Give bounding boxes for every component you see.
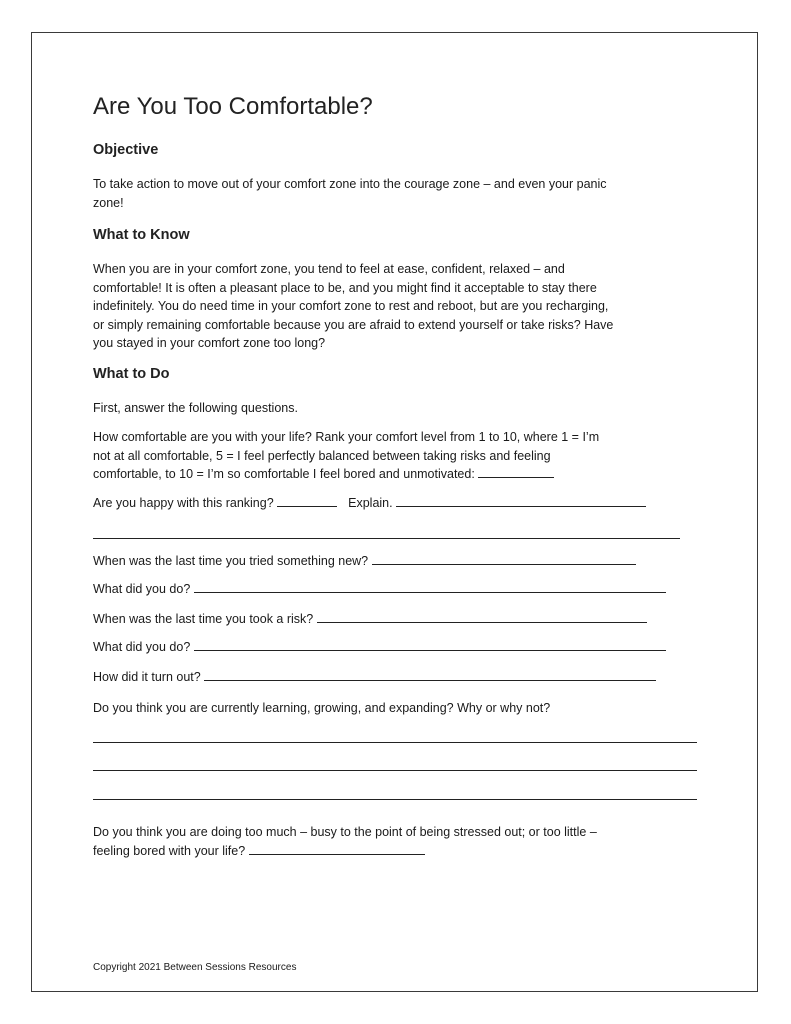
last-new-answer-blank[interactable] [372,552,636,565]
rank-line-text: comfortable, to 10 = I’m so comfortable I feel bored and unmotivated: [93,467,475,481]
too-much-question [93,823,693,860]
too-much-line-1: Do you think you are doing too much – busy to the point of being stressed out; or too little – [93,825,597,839]
happy-answer-blank[interactable] [277,494,337,507]
explain-label: Explain. [348,496,393,510]
too-much-line-2: feeling bored with your life? [93,843,246,858]
happy-question-row [93,494,646,512]
turn-out-row [93,668,656,686]
page-title: Are You Too Comfortable? [93,93,373,120]
last-risk-answer-blank[interactable] [317,610,647,623]
copyright-footer: Copyright 2021 Between Sessions Resources [93,962,297,973]
learning-question: Do you think you are currently learning, growing, and expanding? Why or why not? [93,701,551,715]
happy-question: Are you happy with this ranking? [93,496,274,510]
rank-question [93,428,693,484]
learning-answer-line-3[interactable] [93,799,697,800]
what-did-question-2: What did you do? [93,640,191,654]
what-did-row-2 [93,638,666,656]
rank-line: How comfortable are you with your life? Rank your comfort level from 1 to 10, where 1 = I’m [93,430,600,444]
what-to-do-heading: What to Do [93,366,170,382]
know-line: indefinitely. You do need time in your comfort zone to rest and reboot, but are you recharging, [93,299,609,313]
last-new-row [93,552,636,570]
objective-line-1: To take action to move out of your comfort zone into the courage zone – and even your panic [93,177,607,191]
what-did-row-1 [93,580,666,598]
last-risk-question: When was the last time you took a risk? [93,612,314,626]
turn-out-question: How did it turn out? [93,670,201,684]
rank-line-last [93,465,693,484]
what-to-know-text [93,260,693,353]
what-to-do-intro: First, answer the following questions. [93,401,298,415]
too-much-answer-blank[interactable] [249,842,425,855]
objective-heading: Objective [93,142,159,158]
what-to-know-heading: What to Know [93,227,190,243]
what-did-question-1: What did you do? [93,582,191,596]
learning-answer-line-1[interactable] [93,742,697,743]
rank-answer-blank[interactable] [478,465,554,478]
what-did-answer-blank-1[interactable] [194,580,666,593]
objective-text [93,175,693,212]
know-line: you stayed in your comfort zone too long? [93,336,326,350]
too-much-line-2-row [93,842,693,861]
what-did-answer-blank-2[interactable] [194,638,666,651]
last-new-question: When was the last time you tried something new? [93,554,369,568]
explain-answer-blank[interactable] [396,494,646,507]
turn-out-answer-blank[interactable] [204,668,656,681]
explain-answer-line[interactable] [93,538,680,539]
learning-answer-line-2[interactable] [93,770,697,771]
know-line: When you are in your comfort zone, you tend to feel at ease, confident, relaxed – and [93,262,565,276]
know-line: or simply remaining comfortable because you are afraid to extend yourself or take risks? Have [93,317,614,332]
last-risk-row [93,610,647,628]
know-line: comfortable! It is often a pleasant place to be, and you might find it acceptable to stay there [93,280,597,295]
objective-line-2: zone! [93,195,124,210]
rank-line: not at all comfortable, 5 = I feel perfectly balanced between taking risks and feeling [93,448,551,463]
